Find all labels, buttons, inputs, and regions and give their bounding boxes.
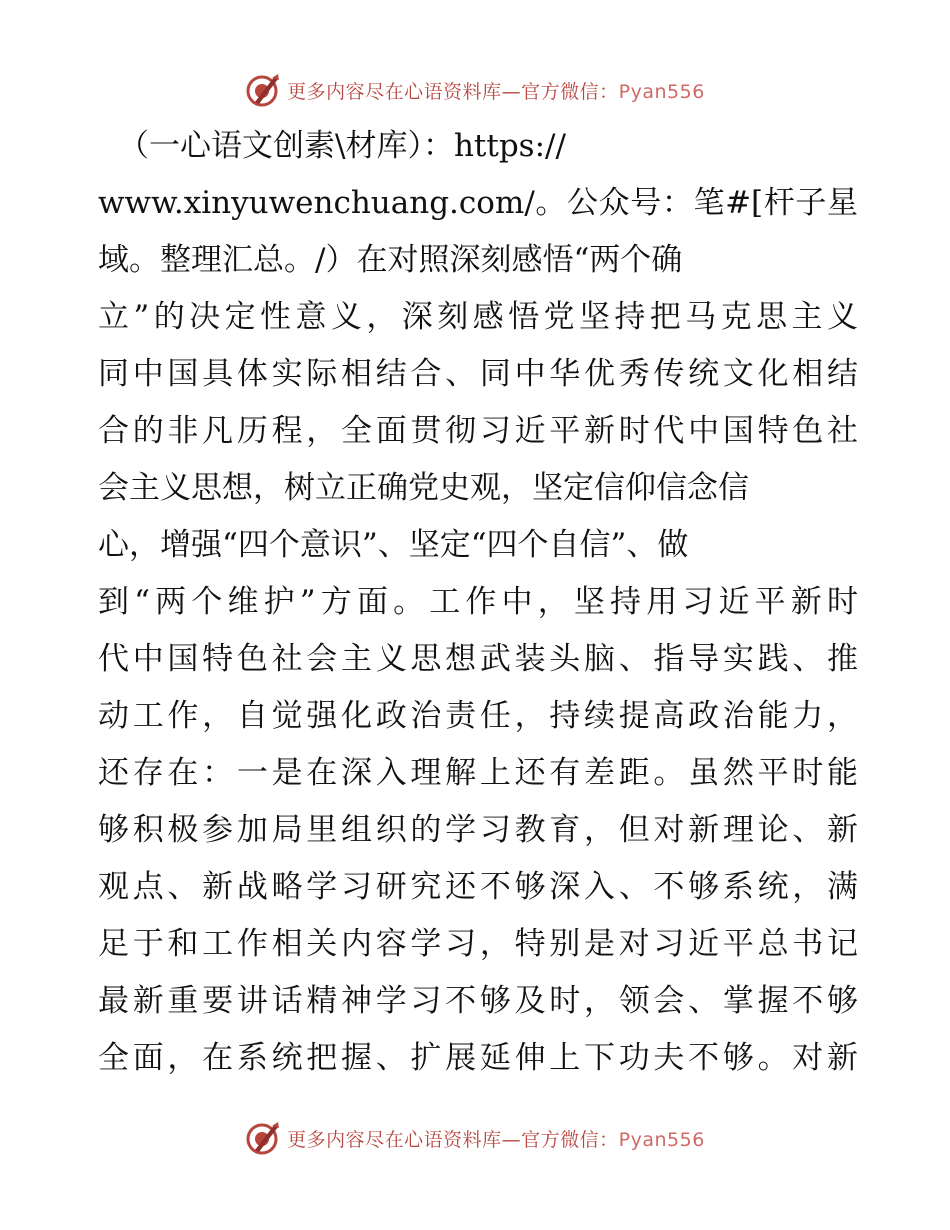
text-line: 最新重要讲话精神学习不够及时，领会、掌握不够 <box>98 983 858 1019</box>
text-line: 观点、新战略学习研究还不够深入、不够系统，满 <box>98 869 858 905</box>
document-body <box>98 118 858 1087</box>
quill-logo-icon <box>245 72 281 108</box>
header-banner <box>0 70 950 110</box>
text-line: 域。整理汇总。/）在对照深刻感悟“两个确 <box>98 242 683 278</box>
text-line: 够积极参加局里组织的学习教育，但对新理论、新 <box>98 812 858 848</box>
quill-logo-icon <box>245 1120 281 1156</box>
text-line: 动工作，自觉强化政治责任，持续提高政治能力， <box>98 698 858 734</box>
text-line: 还存在：一是在深入理解上还有差距。虽然平时能 <box>98 755 858 791</box>
text-line: 到“两个维护”方面。工作中，坚持用习近平新时 <box>98 584 858 620</box>
text-line: www.xinyuwenchuang.com/。公众号：笔#[杆子星 <box>98 185 858 221</box>
text-line: 合的非凡历程，全面贯彻习近平新时代中国特色社 <box>98 413 858 449</box>
banner-text: 更多内容尽在心语资料库—官方微信：Pyan556 <box>287 1128 705 1151</box>
text-line: （一心语文创素\材库）：https:// <box>118 128 566 164</box>
text-line: 足于和工作相关内容学习，特别是对习近平总书记 <box>98 926 858 962</box>
text-line: 全面，在系统把握、扩展延伸上下功夫不够。对新 <box>98 1040 858 1076</box>
wechat-id: Pyan556 <box>618 80 705 103</box>
text-line: 心，增强“四个意识”、坚定“四个自信”、做 <box>98 527 689 563</box>
text-line: 同中国具体实际相结合、同中华优秀传统文化相结 <box>98 356 858 392</box>
text-line: 会主义思想，树立正确党史观，坚定信仰信念信 <box>98 470 749 506</box>
footer-banner <box>0 1118 950 1158</box>
banner-text: 更多内容尽在心语资料库—官方微信：Pyan556 <box>287 80 705 103</box>
wechat-id: Pyan556 <box>618 1128 705 1151</box>
text-line: 代中国特色社会主义思想武装头脑、指导实践、推 <box>98 641 858 677</box>
text-line: 立”的决定性意义，深刻感悟党坚持把马克思主义 <box>98 299 858 335</box>
